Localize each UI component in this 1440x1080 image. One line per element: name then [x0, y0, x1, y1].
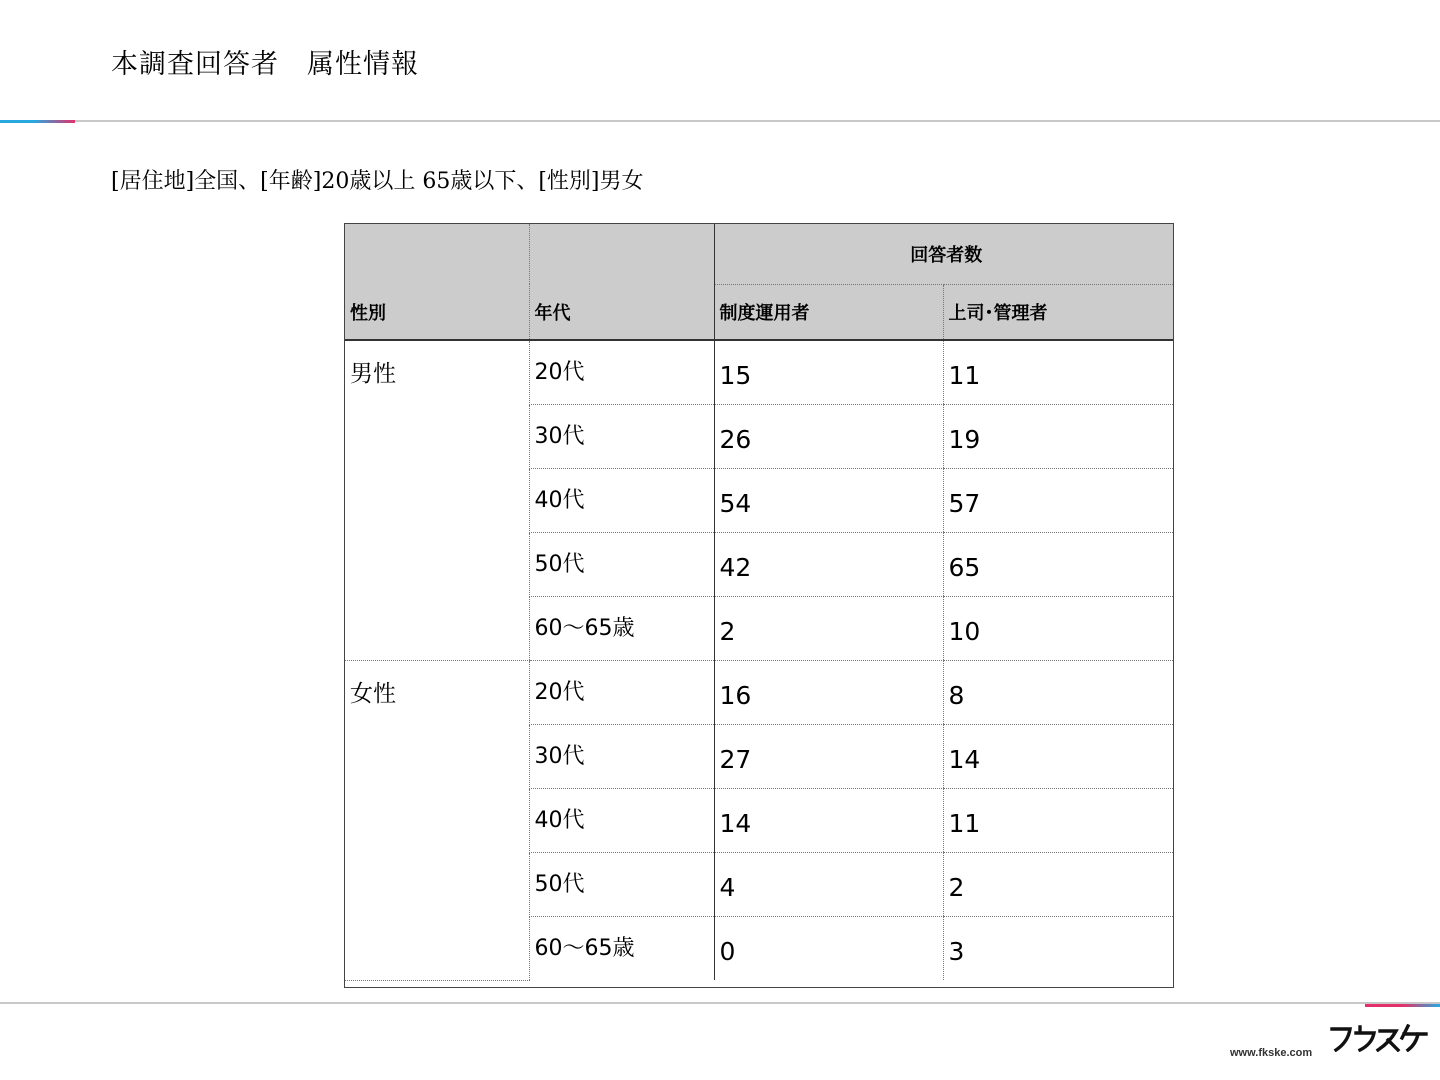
age-cell: 20代	[529, 660, 714, 724]
managers-cell: 11	[943, 788, 1173, 852]
age-cell: 20代	[529, 340, 714, 404]
managers-cell: 14	[943, 724, 1173, 788]
age-cell: 50代	[529, 532, 714, 596]
managers-cell: 19	[943, 404, 1173, 468]
header-age: 年代	[529, 284, 714, 340]
age-cell: 30代	[529, 724, 714, 788]
respondent-table	[344, 223, 1174, 988]
managers-cell: 11	[943, 340, 1173, 404]
table-row	[345, 660, 1173, 724]
header-respondent-count: 回答者数	[714, 224, 1173, 284]
managers-cell: 2	[943, 852, 1173, 916]
header-blank-age	[529, 224, 714, 284]
table-row	[345, 340, 1173, 404]
age-cell: 60～65歳	[529, 596, 714, 660]
managers-cell: 57	[943, 468, 1173, 532]
system-users-cell: 15	[714, 340, 943, 404]
page-title: 本調査回答者 属性情報	[111, 49, 419, 80]
site-url: www.fkske.com	[1230, 1047, 1313, 1059]
age-cell: 40代	[529, 468, 714, 532]
system-users-cell: 26	[714, 404, 943, 468]
header-accent-bar	[0, 120, 75, 123]
system-users-cell: 42	[714, 532, 943, 596]
header-blank-gender	[345, 224, 529, 284]
gender-cell-female: 女性	[345, 660, 529, 980]
footer-accent-bar	[1365, 1004, 1440, 1007]
age-cell: 50代	[529, 852, 714, 916]
age-cell: 30代	[529, 404, 714, 468]
managers-cell: 65	[943, 532, 1173, 596]
system-users-cell: 27	[714, 724, 943, 788]
managers-cell: 10	[943, 596, 1173, 660]
fukuske-logo-icon	[1330, 1024, 1430, 1052]
age-cell: 40代	[529, 788, 714, 852]
system-users-cell: 4	[714, 852, 943, 916]
footer-divider	[0, 1002, 1440, 1004]
system-users-cell: 16	[714, 660, 943, 724]
managers-cell: 8	[943, 660, 1173, 724]
system-users-cell: 0	[714, 916, 943, 980]
header-system-users: 制度運用者	[714, 284, 943, 340]
system-users-cell: 54	[714, 468, 943, 532]
system-users-cell: 14	[714, 788, 943, 852]
age-cell: 60～65歳	[529, 916, 714, 980]
header-gender: 性別	[345, 284, 529, 340]
managers-cell: 3	[943, 916, 1173, 980]
header-managers: 上司･管理者	[943, 284, 1173, 340]
header-divider	[0, 120, 1440, 122]
system-users-cell: 2	[714, 596, 943, 660]
gender-cell-male: 男性	[345, 340, 529, 660]
survey-conditions: [居住地]全国、[年齢]20歳以上 65歳以下、[性別]男女	[111, 169, 644, 194]
